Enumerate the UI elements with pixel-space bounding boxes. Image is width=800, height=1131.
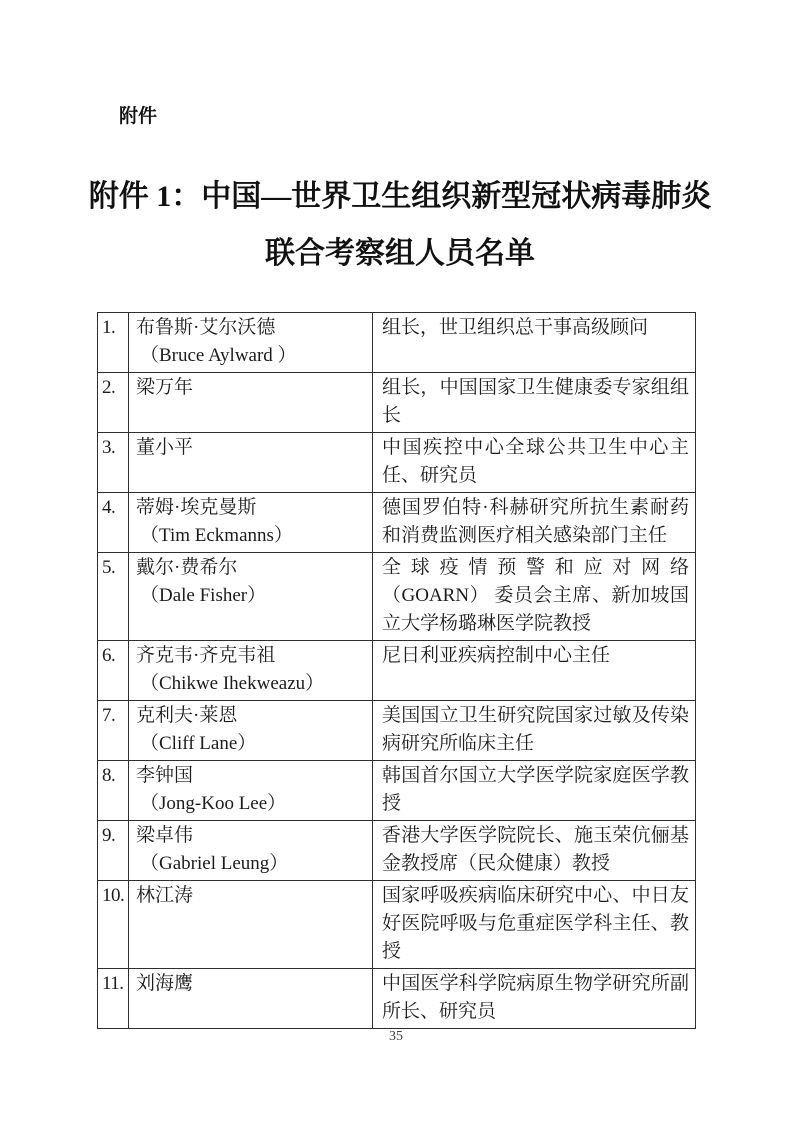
- member-role: 中国疾控中心全球公共卫生中心主任、研究员: [373, 433, 696, 493]
- page-number: 35: [389, 1029, 403, 1044]
- member-name-english: （Bruce Aylward ）: [140, 345, 297, 366]
- table-row: [98, 881, 696, 969]
- member-name-cell: [129, 493, 373, 553]
- member-name-cell: [129, 641, 373, 701]
- member-role: 韩国首尔国立大学医学院家庭医学教授: [373, 761, 696, 821]
- member-name-cell: [129, 373, 373, 433]
- member-role: 中国医学科学院病原生物学研究所副所长、研究员: [373, 969, 696, 1029]
- member-name-chinese: 梁万年: [136, 377, 194, 398]
- member-name-chinese: 梁卓伟: [136, 825, 194, 846]
- member-name-english: （Chikwe Ihekweazu）: [140, 673, 325, 694]
- member-name-english: （Jong-Koo Lee）: [140, 793, 287, 814]
- row-number: 6.: [98, 641, 129, 701]
- member-role: 组长，世卫组织总干事高级顾问: [373, 313, 696, 373]
- table-row: [98, 701, 696, 761]
- member-name-chinese: 克利夫·莱恩: [136, 705, 238, 726]
- member-name-cell: [129, 761, 373, 821]
- member-name-english: （Tim Eckmanns）: [140, 525, 293, 546]
- member-role: 全球疫情预警和应对网络（GOARN） 委员会主席、新加坡国立大学杨璐琳医学院教授: [373, 553, 696, 641]
- members-table: [97, 312, 696, 1029]
- table-row: [98, 821, 696, 881]
- member-name-cell: [129, 553, 373, 641]
- row-number: 3.: [98, 433, 129, 493]
- member-name-cell: [129, 313, 373, 373]
- row-number: 7.: [98, 701, 129, 761]
- member-name-chinese: 刘海鹰: [136, 973, 194, 994]
- member-name-chinese: 戴尔·费希尔: [136, 557, 238, 578]
- member-name-chinese: 林江涛: [136, 885, 194, 906]
- table-row: [98, 433, 696, 493]
- row-number: 2.: [98, 373, 129, 433]
- row-number: 9.: [98, 821, 129, 881]
- row-number: 11.: [98, 969, 129, 1029]
- member-name-english: （Dale Fisher）: [140, 585, 267, 606]
- member-name-chinese: 布鲁斯·艾尔沃德: [136, 317, 276, 338]
- member-name-english: （Cliff Lane）: [140, 733, 257, 754]
- member-name-cell: [129, 969, 373, 1029]
- row-number: 10.: [98, 881, 129, 969]
- member-name-chinese: 蒂姆·埃克曼斯: [136, 497, 257, 518]
- member-name-cell: [129, 821, 373, 881]
- table-row: [98, 493, 696, 553]
- row-number: 4.: [98, 493, 129, 553]
- member-name-english: （Gabriel Leung）: [140, 853, 289, 874]
- member-name-chinese: 李钟国: [136, 765, 194, 786]
- document-title: [0, 168, 800, 282]
- member-name-chinese: 齐克韦·齐克韦祖: [136, 645, 276, 666]
- member-name-cell: [129, 433, 373, 493]
- member-role: 美国国立卫生研究院国家过敏及传染病研究所临床主任: [373, 701, 696, 761]
- member-role: 尼日利亚疾病控制中心主任: [373, 641, 696, 701]
- member-name-chinese: 董小平: [136, 437, 194, 458]
- member-role: 德国罗伯特·科赫研究所抗生素耐药和消费监测医疗相关感染部门主任: [373, 493, 696, 553]
- member-role: 香港大学医学院院长、施玉荣伉俪基金教授席（民众健康）教授: [373, 821, 696, 881]
- table-row: [98, 313, 696, 373]
- table-row: [98, 553, 696, 641]
- table-row: [98, 641, 696, 701]
- table-row: [98, 761, 696, 821]
- table-row: [98, 969, 696, 1029]
- document-title-line1: 附件 1：中国—世界卫生组织新型冠状病毒肺炎: [88, 180, 712, 213]
- attachment-label: 附件: [119, 106, 158, 127]
- row-number: 5.: [98, 553, 129, 641]
- member-name-cell: [129, 881, 373, 969]
- table-row: [98, 373, 696, 433]
- document-title-line2: 联合考察组人员名单: [265, 237, 535, 270]
- row-number: 8.: [98, 761, 129, 821]
- member-name-cell: [129, 701, 373, 761]
- member-role: 组长，中国国家卫生健康委专家组组长: [373, 373, 696, 433]
- member-role: 国家呼吸疾病临床研究中心、中日友好医院呼吸与危重症医学科主任、教授: [373, 881, 696, 969]
- row-number: 1.: [98, 313, 129, 373]
